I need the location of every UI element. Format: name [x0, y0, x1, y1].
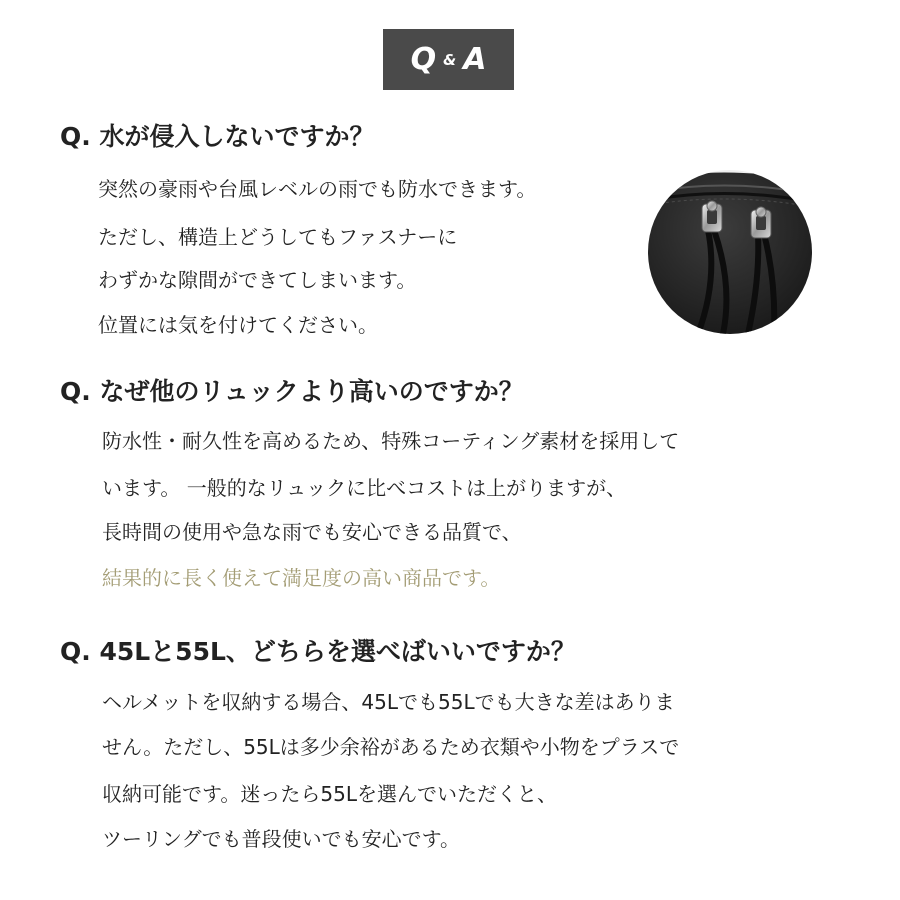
faq-answer-line: ヘルメットを収納する場合、45Lでも55Lでも大きな差はありま [102, 690, 675, 714]
zipper-closeup-photo [648, 170, 812, 334]
faq-answer-line: ただし、構造上どうしてもファスナーに [98, 225, 458, 249]
badge-ampersand: & [443, 50, 457, 69]
badge-a: A [463, 42, 487, 77]
faq-answer-line: 突然の豪雨や台風レベルの雨でも防水できます。 [98, 177, 537, 201]
faq-answer-line: 位置には気を付けてください。 [98, 313, 378, 337]
badge-q: Q [410, 42, 437, 77]
faq-answer-line: せん。ただし、55Lは多少余裕があるため衣類や小物をプラスで [102, 735, 680, 759]
faq-answer-line: 収納可能です。迷ったら55Lを選んでいただくと、 [102, 782, 557, 806]
faq-question-size: Q. 45Lと55L、どちらを選べばいいですか？ [60, 637, 576, 666]
qa-title-badge [383, 29, 514, 90]
faq-answer-line: ツーリングでも普段使いでも安心です。 [102, 827, 460, 851]
faq-answer-highlight-line: 結果的に長く使えて満足度の高い商品です。 [102, 566, 501, 590]
faq-answer-line: います。 一般的なリュックに比べコストは上がりますが、 [102, 476, 627, 500]
faq-answer-line: 長時間の使用や急な雨でも安心できる品質で、 [102, 520, 522, 544]
faq-question-waterproof: Q. 水が侵入しないですか？ [60, 122, 375, 151]
faq-answer-line: わずかな隙間ができてしまいます。 [98, 268, 417, 292]
faq-question-price: Q. なぜ他のリュックより高いのですか？ [60, 377, 524, 406]
faq-answer-line: 防水性・耐久性を高めるため、特殊コーティング素材を採用して [102, 429, 680, 453]
